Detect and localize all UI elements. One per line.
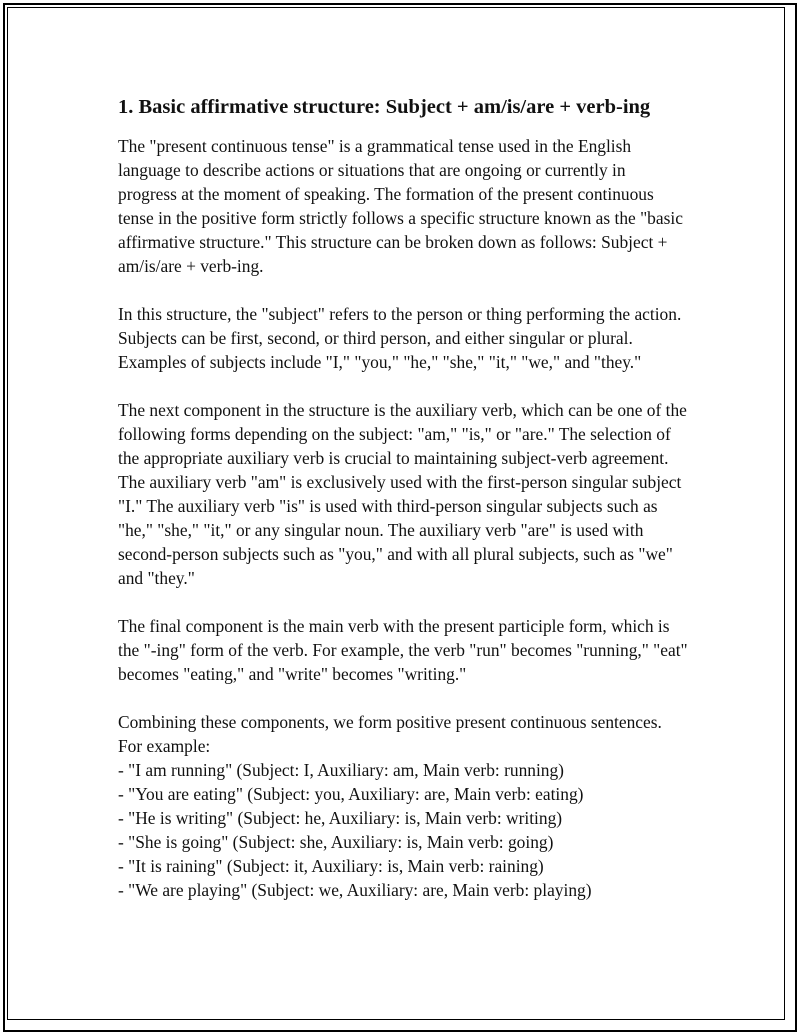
list-item: - "You are eating" (Subject: you, Auxiliary: are, Main verb: eating) xyxy=(118,784,584,804)
examples-list xyxy=(118,758,688,902)
list-item: - "He is writing" (Subject: he, Auxiliary: is, Main verb: writing) xyxy=(118,808,563,828)
list-item: - "She is going" (Subject: she, Auxiliary: is, Main verb: going) xyxy=(118,832,554,852)
paragraph-main-verb: The final component is the main verb with the present participle form, which is the "-ing" form of the verb. For example, the verb "run" becomes "running," "eat" becomes "eating," and "write" becomes "writing." xyxy=(118,616,688,684)
paragraph-intro: The "present continuous tense" is a grammatical tense used in the English language to describe actions or situations that are ongoing or currently in progress at the moment of speaking. The formation of the present continuous tense in the positive form strictly follows a specific structure known as the "basic affirmative structure." This structure can be broken down as follows: Subject + am/is/are + verb-ing. xyxy=(118,136,683,276)
document-body xyxy=(118,94,688,902)
paragraph-subject: In this structure, the "subject" refers to the person or thing performing the action. Subjects can be first, second, or third person, and either singular or plural. Examples of subjects include "I," "you," "he," "she," "it," "we," and "they." xyxy=(118,304,682,372)
list-item: - "It is raining" (Subject: it, Auxiliary: is, Main verb: raining) xyxy=(118,856,544,876)
list-item: - "We are playing" (Subject: we, Auxiliary: are, Main verb: playing) xyxy=(118,880,592,900)
paragraph-auxiliary: The next component in the structure is the auxiliary verb, which can be one of the following forms depending on the subject: "am," "is," or "are." The selection of the appropriate auxiliary verb is crucial to maintaining subject-verb agreement. The auxiliary verb "am" is exclusively used with the first-person singular subject "I." The auxiliary verb "is" is used with third-person singular subjects such as "he," "she," "it," or any singular noun. The auxiliary verb "are" is used with second-person subjects such as "you," and with all plural subjects, such as "we" and "they." xyxy=(118,400,687,588)
paragraph-combining: Combining these components, we form positive present continuous sentences. For example: xyxy=(118,712,662,756)
section-heading: 1. Basic affirmative structure: Subject + am/is/are + verb-ing xyxy=(118,96,651,118)
list-item: - "I am running" (Subject: I, Auxiliary: am, Main verb: running) xyxy=(118,760,564,780)
